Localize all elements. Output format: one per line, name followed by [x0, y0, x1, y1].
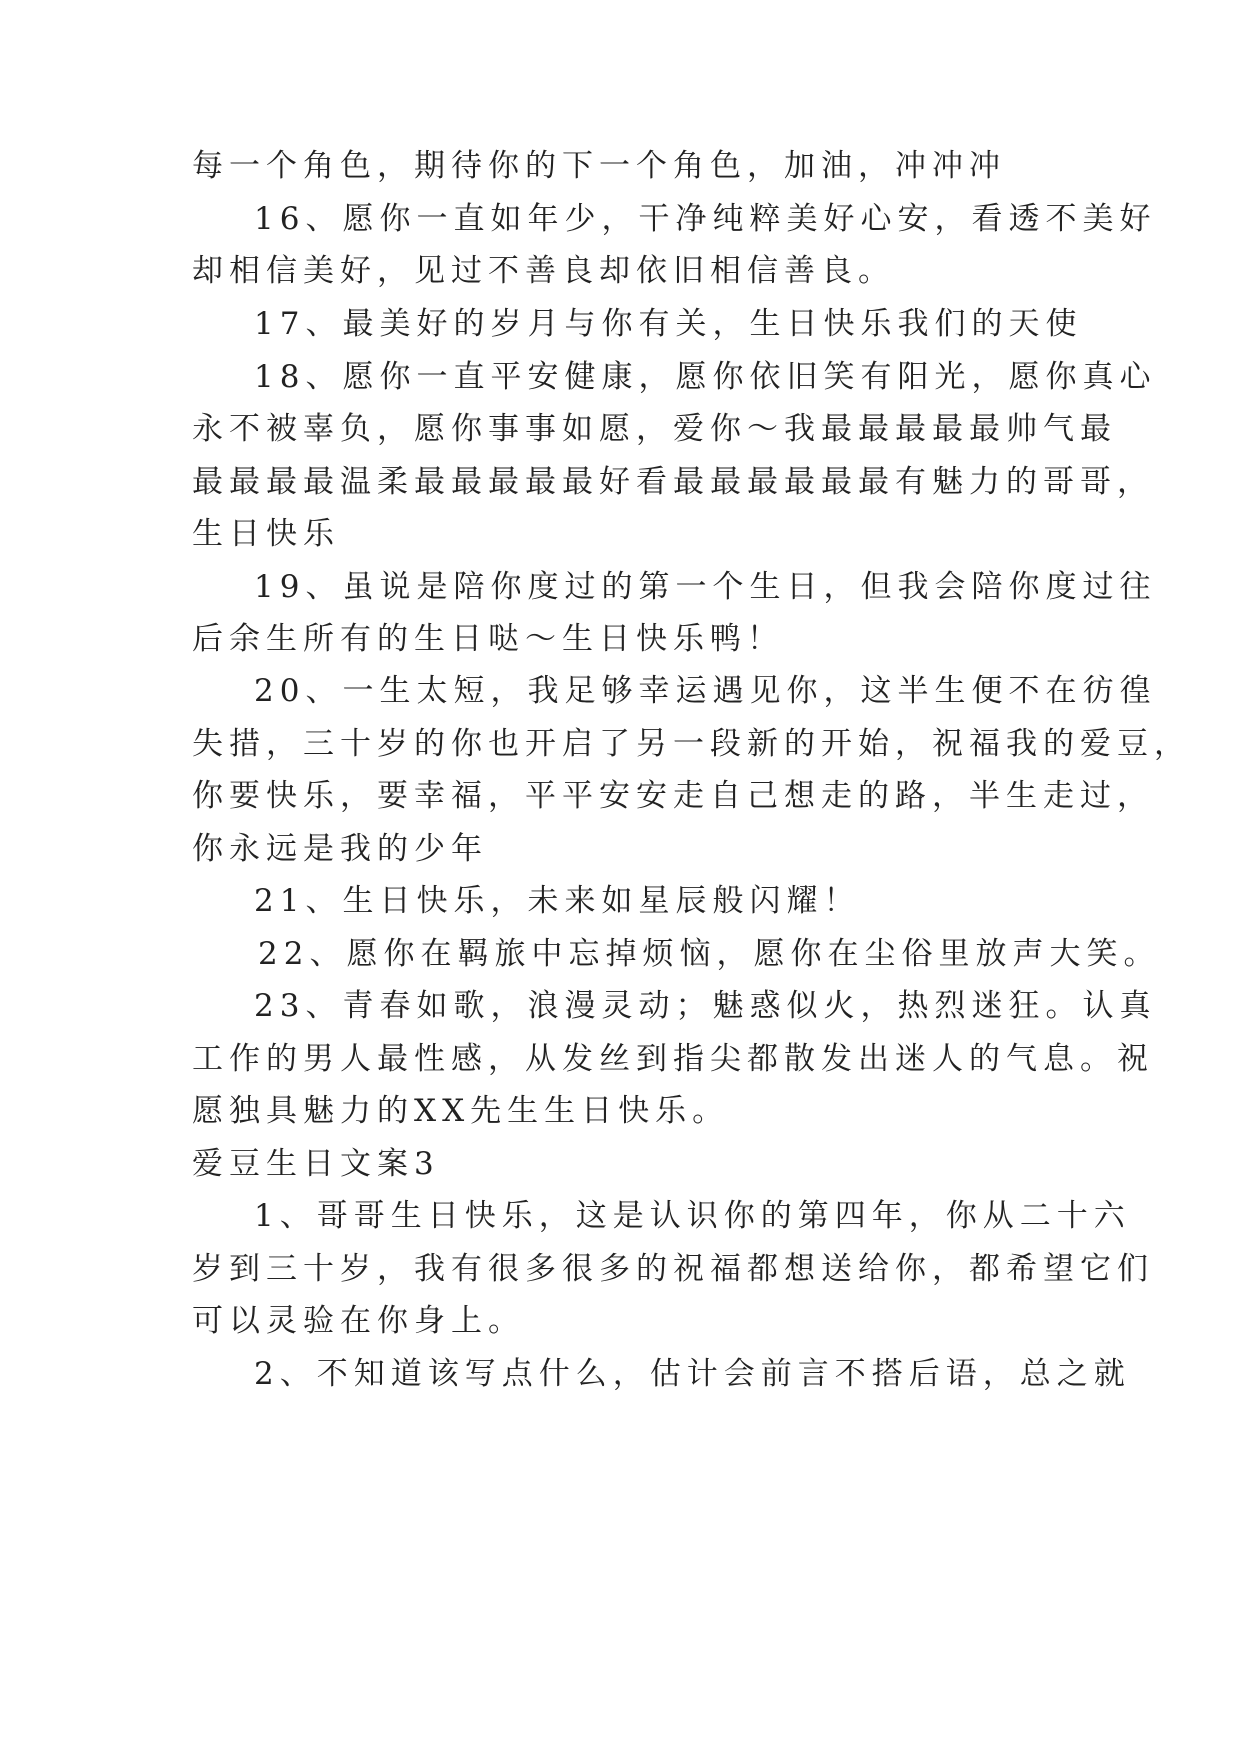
text-line: 永不被辜负，愿你事事如愿，爱你～我最最最最最帅气最 [192, 411, 1117, 447]
wish-item-2: 2、不知道该写点什么，估计会前言不搭后语，总之就 [254, 1356, 1131, 1392]
wish-item-17: 17、最美好的岁月与你有关，生日快乐我们的天使 [254, 306, 1083, 342]
wish-item-23: 23、青春如歌，浪漫灵动；魅惑似火，热烈迷狂。认真 [254, 988, 1157, 1024]
wish-item-16: 16、愿你一直如年少，干净纯粹美好心安，看透不美好 [254, 201, 1157, 237]
wish-item-22: 22、愿你在羁旅中忘掉烦恼，愿你在尘俗里放声大笑。 [258, 936, 1161, 972]
text-line: 可以灵验在你身上。 [192, 1303, 525, 1339]
wish-item-20: 20、一生太短，我足够幸运遇见你，这半生便不在彷徨 [254, 673, 1157, 709]
text-line: 最最最最温柔最最最最最好看最最最最最最有魅力的哥哥， [192, 464, 1154, 500]
text-line: 你永远是我的少年 [192, 831, 488, 867]
wish-item-19: 19、虽说是陪你度过的第一个生日，但我会陪你度过往 [254, 569, 1157, 605]
text-line: 愿独具魅力的XX先生生日快乐。 [192, 1093, 730, 1129]
wish-item-18: 18、愿你一直平安健康，愿你依旧笑有阳光，愿你真心 [254, 359, 1157, 395]
text-line: 后余生所有的生日哒～生日快乐鸭！ [192, 621, 784, 657]
text-line: 工作的男人最性感，从发丝到指尖都散发出迷人的气息。祝 [192, 1041, 1154, 1077]
text-line: 失措，三十岁的你也开启了另一段新的开始，祝福我的爱豆， [192, 726, 1191, 762]
text-line: 岁到三十岁，我有很多很多的祝福都想送给你，都希望它们 [192, 1251, 1154, 1287]
wish-item-1: 1、哥哥生日快乐，这是认识你的第四年，你从二十六 [254, 1198, 1131, 1234]
text-line: 生日快乐 [192, 516, 340, 552]
text-line: 却相信美好，见过不善良却依旧相信善良。 [192, 253, 895, 289]
wish-item-21: 21、生日快乐，未来如星辰般闪耀！ [254, 883, 861, 919]
text-line: 你要快乐，要幸福，平平安安走自己想走的路，半生走过， [192, 778, 1154, 814]
section-heading: 爱豆生日文案3 [192, 1146, 440, 1182]
text-line: 每一个角色，期待你的下一个角色，加油，冲冲冲 [192, 148, 1006, 184]
